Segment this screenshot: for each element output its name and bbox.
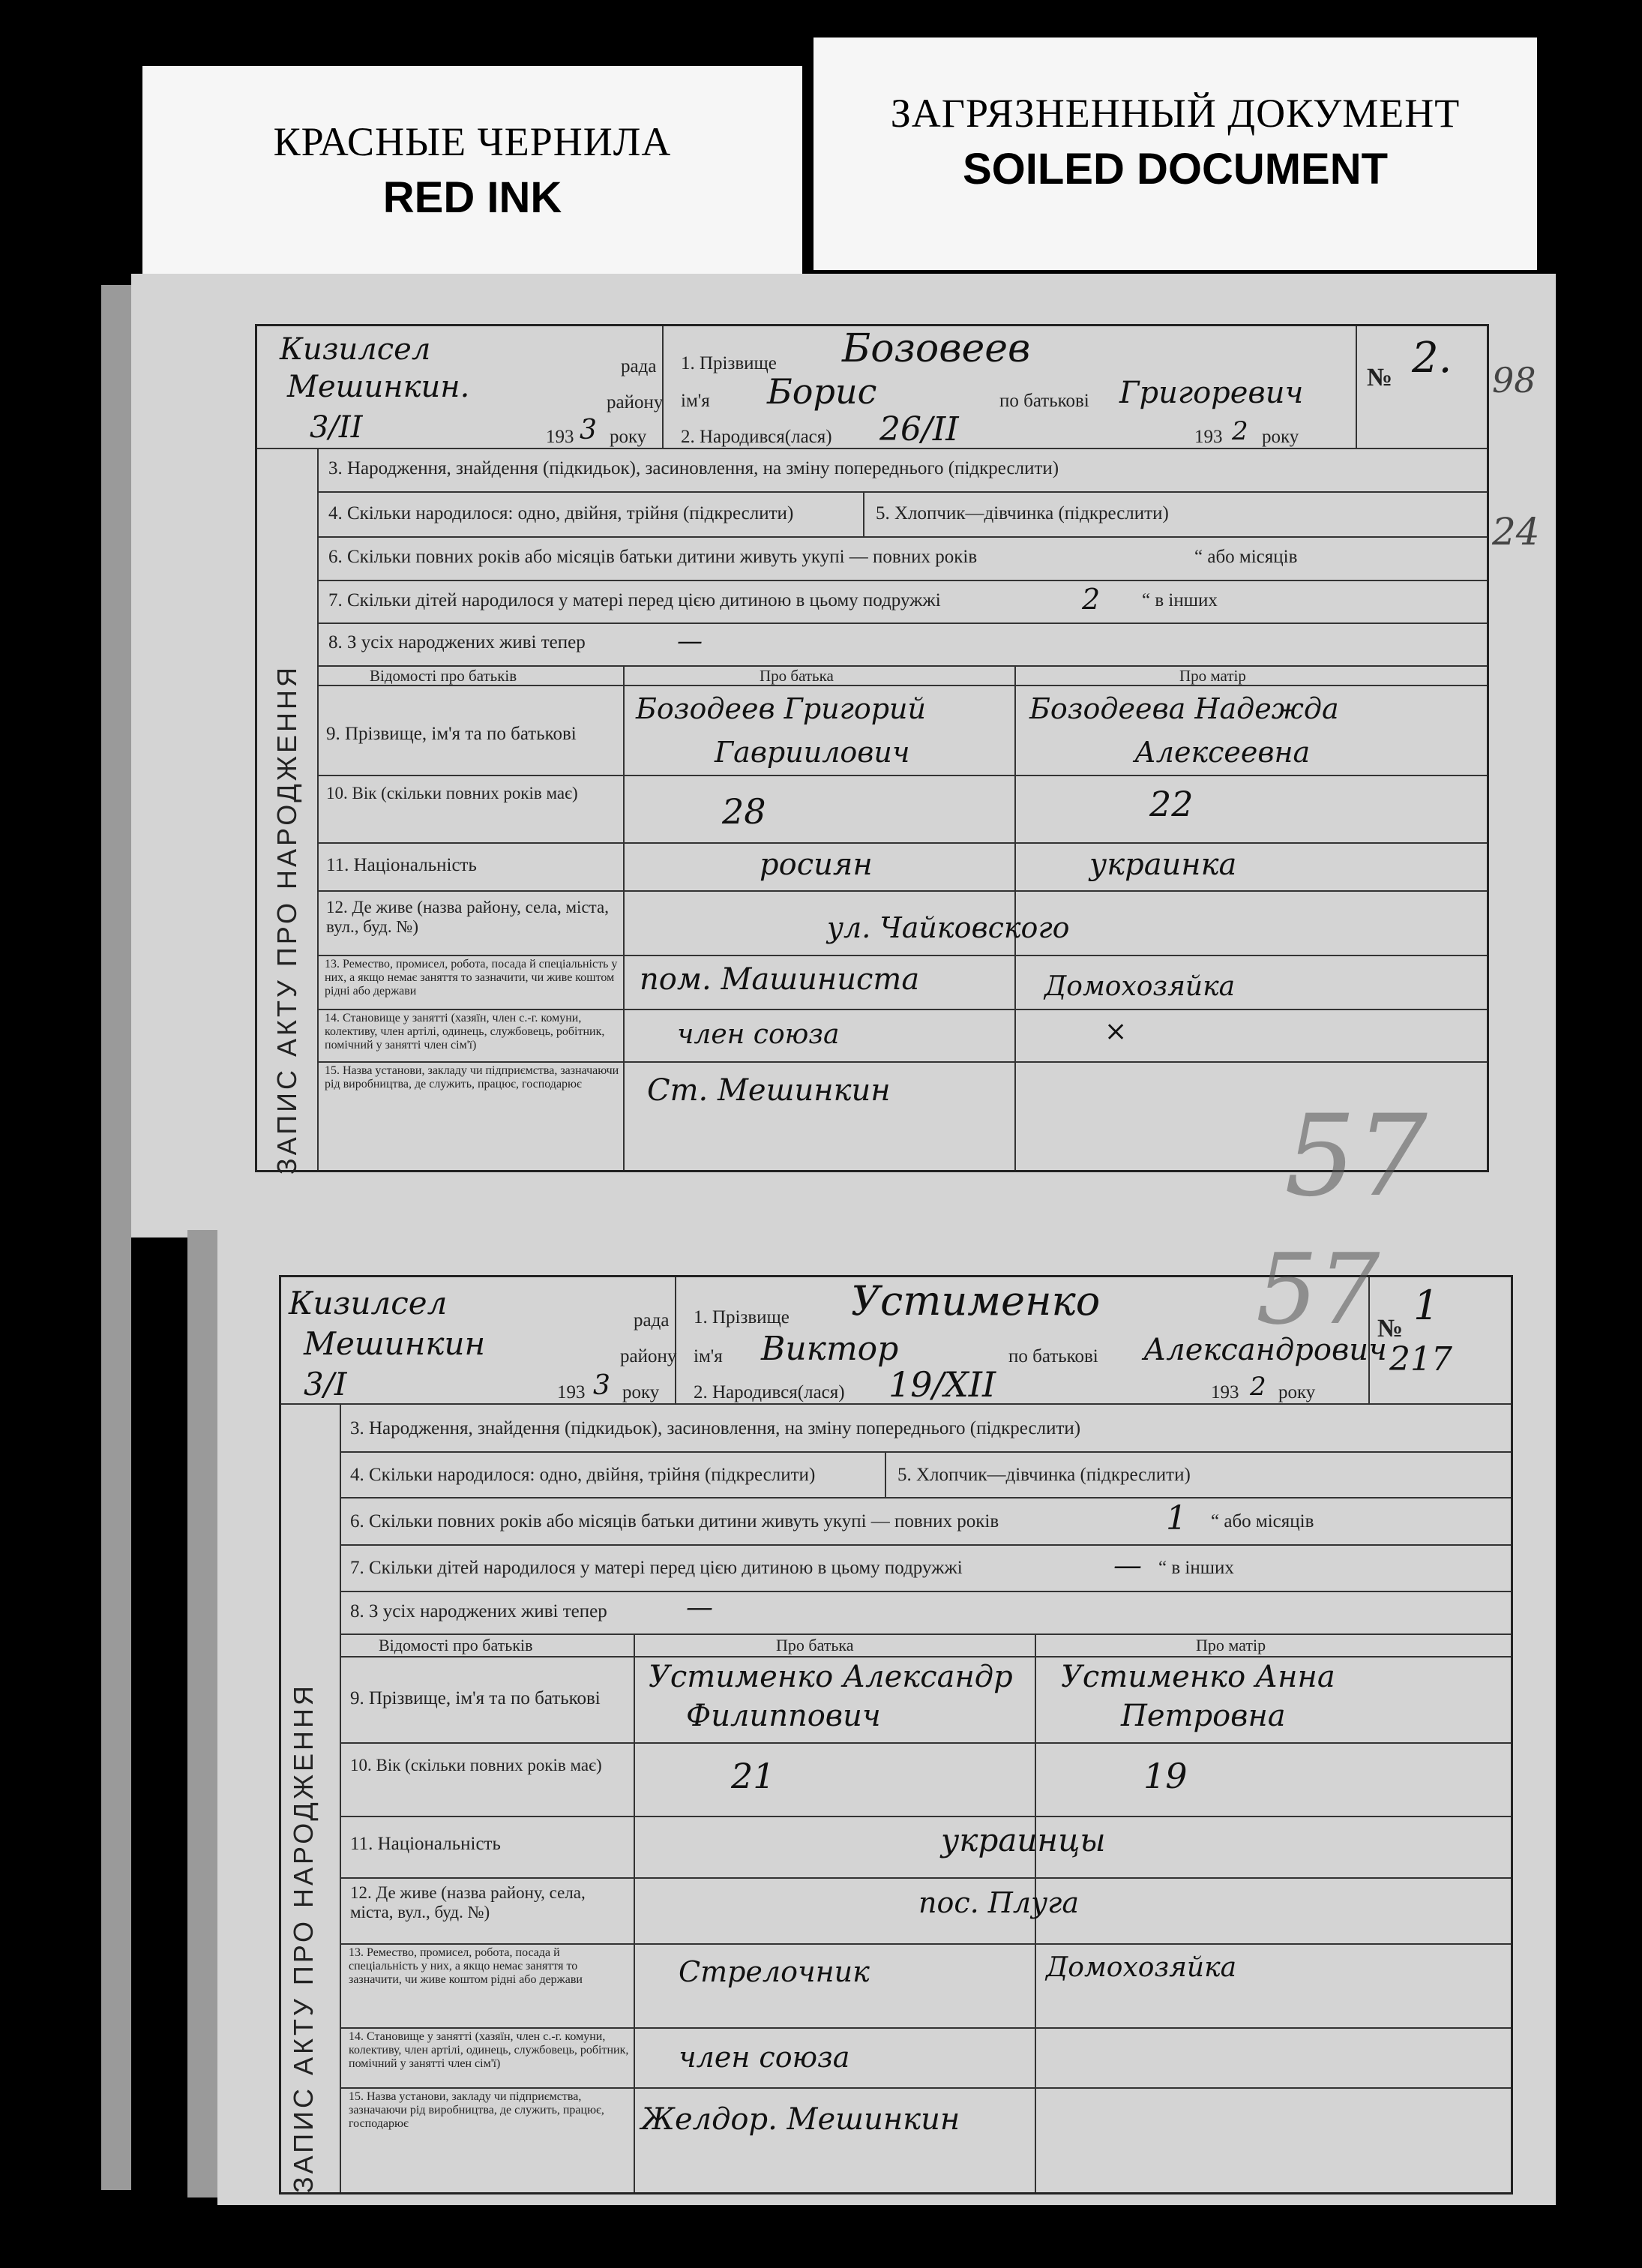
soiled-document-label-ru: ЗАГРЯЗНЕННЫЙ ДОКУМЕНТ <box>890 91 1461 136</box>
council-name: Кизилсел <box>280 332 431 367</box>
row-8-label: 8. З усіх народжених живі тепер <box>328 632 586 652</box>
row-9-label: 9. Прізвище, ім'я та по батькові <box>326 724 577 744</box>
father-status-2: член союза <box>679 2041 850 2074</box>
patronymic-label: по батькові <box>999 391 1089 411</box>
mother-nationality: украинка <box>1089 848 1237 882</box>
row-9-label-2: 9. Прізвище, ім'я та по батькові <box>350 1688 601 1708</box>
father-occupation-2: Стрелочник <box>679 1955 870 1988</box>
binding-edge-lower <box>187 1230 217 2198</box>
mother-occupation-2: Домохозяйка <box>1046 1952 1237 1983</box>
row-7-children-count-2: — <box>1113 1549 1142 1582</box>
mother-fullname-line2-2: Петровна <box>1121 1699 1286 1733</box>
mother-fullname-line1-2: Устименко Анна <box>1061 1660 1335 1694</box>
red-ink-label-en: RED INK <box>382 173 562 222</box>
raion-label-2: району <box>620 1346 677 1366</box>
child-name: Борис <box>767 371 877 412</box>
registration-year-digit-2: 3 <box>593 1370 610 1401</box>
red-ink-label-ru: КРАСНЫЕ ЧЕРНИЛА <box>273 119 672 164</box>
registration-year-digit: 3 <box>580 415 597 446</box>
father-fullname-line2: Гавриилович <box>715 736 910 769</box>
row-12-label: 12. Де живе (назва району, села, міста, вул., буд. №) <box>326 898 609 936</box>
child-surname: Бозовеев <box>842 326 1031 371</box>
row-11-label-2: 11. Національність <box>350 1834 501 1854</box>
surname-label: 1. Прізвище <box>681 353 777 374</box>
child-birth-date-2: 19/XII <box>888 1364 996 1405</box>
birth-year-prefix-2: 193 <box>1211 1382 1239 1402</box>
red-ink-label <box>142 66 802 291</box>
row-8-alive: — <box>677 626 703 656</box>
rada-label: рада <box>621 356 657 376</box>
raion-label: району <box>607 392 664 412</box>
mother-age: 22 <box>1149 784 1194 824</box>
row-3-label: 3. Народження, знайдення (підкидьок), засиновлення, на зміну попереднього (підкреслити) <box>328 458 1059 478</box>
row-12-label-2: 12. Де живе (назва району, села, міста, вул., буд. №) <box>350 1883 586 1922</box>
side-title: ЗАПИС АКТУ ПРО НАРОДЖЕННЯ <box>271 664 302 1175</box>
row-7-other-label-2: “ в інших <box>1158 1558 1234 1578</box>
record-number-2: 1 <box>1413 1282 1440 1329</box>
birth-label: 2. Народився(лася) <box>681 427 832 447</box>
father-fullname-line2-2: Филиппович <box>686 1699 881 1733</box>
scrawl-mark-2: 57 <box>1256 1232 1380 1346</box>
row-14-label: 14. Становище у занятті (хазяїн, член с.-г. комуни, колективу, член артілі, одинець, службовець, робітник, помічний у занятті член сім'ї) <box>325 1012 605 1052</box>
mother-fullname-line2: Алексеевна <box>1134 736 1311 769</box>
birth-roku-label-2: року <box>1278 1382 1316 1402</box>
row-15-label-2: 15. Назва установи, закладу чи підприємства, зазначаючи рід виробництва, де служить, працює, господарює <box>349 2090 604 2130</box>
row-8-label-2: 8. З усіх народжених живі тепер <box>350 1601 607 1622</box>
number-sign: № <box>1367 364 1393 392</box>
birth-label-2: 2. Народився(лася) <box>694 1382 845 1402</box>
scrawl-mark: 57 <box>1284 1091 1428 1222</box>
name-label-2: ім'я <box>694 1346 723 1366</box>
father-workplace-2: Желдор. Мешинкин <box>641 2102 960 2137</box>
father-workplace: Ст. Мешинкин <box>647 1073 891 1108</box>
surname-label-2: 1. Прізвище <box>694 1307 790 1328</box>
residence-2: пос. Плуга <box>918 1886 1080 1919</box>
soiled-document-label-en: SOILED DOCUMENT <box>962 145 1389 194</box>
roku-label: року <box>610 427 647 447</box>
row-13-label-2: 13. Ремество, промисел, робота, посада й спеціальність у них, а якщо немає заняття то зазначити, чи живе коштом рідні або держави <box>349 1946 583 1986</box>
mother-status: × <box>1104 1016 1128 1047</box>
row-6-years-2: 1 <box>1166 1499 1187 1538</box>
roku-label-2: року <box>622 1382 660 1402</box>
record-number-extra: 217 <box>1389 1340 1452 1378</box>
district-name-2: Мешинкин <box>304 1325 486 1362</box>
mother-fullname-line1: Бозодеева Надежда <box>1029 692 1339 725</box>
row-11-label: 11. Національність <box>326 855 477 875</box>
father-fullname-line1: Бозодеев Григорий <box>636 692 926 725</box>
row-6-months-label-2: “ або місяців <box>1211 1511 1314 1532</box>
father-header: Про батька <box>760 667 834 685</box>
birth-record-2 <box>279 1232 1513 2194</box>
row-6-months-label: “ або місяців <box>1194 547 1298 567</box>
father-occupation: пом. Машиниста <box>640 962 920 997</box>
record-number: 2. <box>1412 334 1452 382</box>
child-name-2: Виктор <box>761 1330 899 1368</box>
father-age-2: 21 <box>731 1756 775 1796</box>
row-7-other-label: “ в інших <box>1142 590 1218 610</box>
father-status: член союза <box>677 1019 840 1050</box>
row-10-label: 10. Вік (скільки повних років має) <box>326 784 578 802</box>
registration-date-2: 3/I <box>304 1366 347 1402</box>
row-13-label: 13. Ремество, промисел, робота, посада й спеціальність у них, а якщо немає заняття то зазначити, чи живе коштом рідні або держави <box>325 958 618 998</box>
year-prefix: 193 <box>546 427 574 447</box>
row-7-label-2: 7. Скільки дітей народилося у матері перед цією дитиною в цьому подружжі <box>350 1558 963 1578</box>
child-birth-year-digit-2: 2 <box>1250 1372 1266 1402</box>
row-7-children-count: 2 <box>1082 583 1101 616</box>
row-4-label: 4. Скільки народилося: одно, двійня, трійня (підкреслити) <box>328 503 794 524</box>
row-6-label: 6. Скільки повних років або місяців батьки дитини живуть укупі — повних років <box>328 547 978 567</box>
row-10-label-2: 10. Вік (скільки повних років має) <box>350 1756 602 1774</box>
father-header-2: Про батька <box>776 1636 854 1654</box>
child-surname-2: Устименко <box>851 1277 1101 1324</box>
parents-header-2: Відомості про батьків <box>379 1636 533 1654</box>
row-15-label: 15. Назва установи, закладу чи підприємства, зазначаючи рід виробництва, де служить, працює, господарює <box>325 1064 619 1090</box>
registration-date: 3/II <box>310 410 363 445</box>
council-name-2: Кизилсел <box>289 1285 448 1322</box>
child-birth-date: 26/II <box>879 410 959 448</box>
birth-record-1 <box>255 324 1489 1222</box>
row-5-label: 5. Хлопчик—дівчинка (підкреслити) <box>876 503 1169 524</box>
row-3-label-2: 3. Народження, знайдення (підкидьок), засиновлення, на зміну попереднього (підкреслити) <box>350 1418 1081 1438</box>
row-6-label-2: 6. Скільки повних років або місяців батьки дитини живуть укупі — повних років <box>350 1511 999 1532</box>
side-title-2: ЗАПИС АКТУ ПРО НАРОДЖЕННЯ <box>288 1682 319 2194</box>
father-fullname-line1-2: Устименко Александр <box>649 1660 1013 1694</box>
margin-mark-2: 24 <box>1492 510 1540 554</box>
soiled-document-label <box>814 38 1537 270</box>
mother-age-2: 19 <box>1143 1756 1188 1796</box>
district-name: Мешинкин. <box>287 370 470 404</box>
year-prefix-2: 193 <box>557 1382 586 1402</box>
residence: ул. Чайковского <box>827 911 1070 944</box>
margin-mark-1: 98 <box>1492 360 1536 400</box>
patronymic-label-2: по батькові <box>1008 1346 1098 1366</box>
row-8-alive-2: — <box>686 1592 713 1623</box>
father-nationality: росиян <box>760 848 873 882</box>
row-14-label-2: 14. Становище у занятті (хазяїн, член с.-г. комуни, колективу, член артілі, одинець, службовець, робітник, помічний у занятті член сім'ї) <box>349 2030 629 2070</box>
birth-roku-label: року <box>1262 427 1299 447</box>
binding-edge <box>101 285 131 2190</box>
child-patronymic-2: Александрович <box>1143 1333 1387 1367</box>
number-sign-2: № <box>1377 1315 1404 1342</box>
row-5-label-2: 5. Хлопчик—дівчинка (підкреслити) <box>897 1465 1191 1485</box>
mother-header: Про матір <box>1179 667 1246 685</box>
row-4-label-2: 4. Скільки народилося: одно, двійня, трійня (підкреслити) <box>350 1465 816 1485</box>
birth-year-prefix: 193 <box>1194 427 1223 447</box>
nationality-2: украинцы <box>941 1822 1106 1858</box>
child-birth-year-digit: 2 <box>1232 416 1248 446</box>
mother-header-2: Про матір <box>1196 1636 1266 1654</box>
rada-label-2: рада <box>634 1310 670 1330</box>
row-7-label: 7. Скільки дітей народилося у матері перед цією дитиною в цьому подружжі <box>328 590 941 610</box>
child-patronymic: Григоревич <box>1119 376 1304 410</box>
father-age: 28 <box>722 791 766 832</box>
name-label: ім'я <box>681 391 710 411</box>
parents-header: Відомості про батьків <box>370 667 517 685</box>
mother-occupation: Домохозяйка <box>1044 971 1236 1002</box>
